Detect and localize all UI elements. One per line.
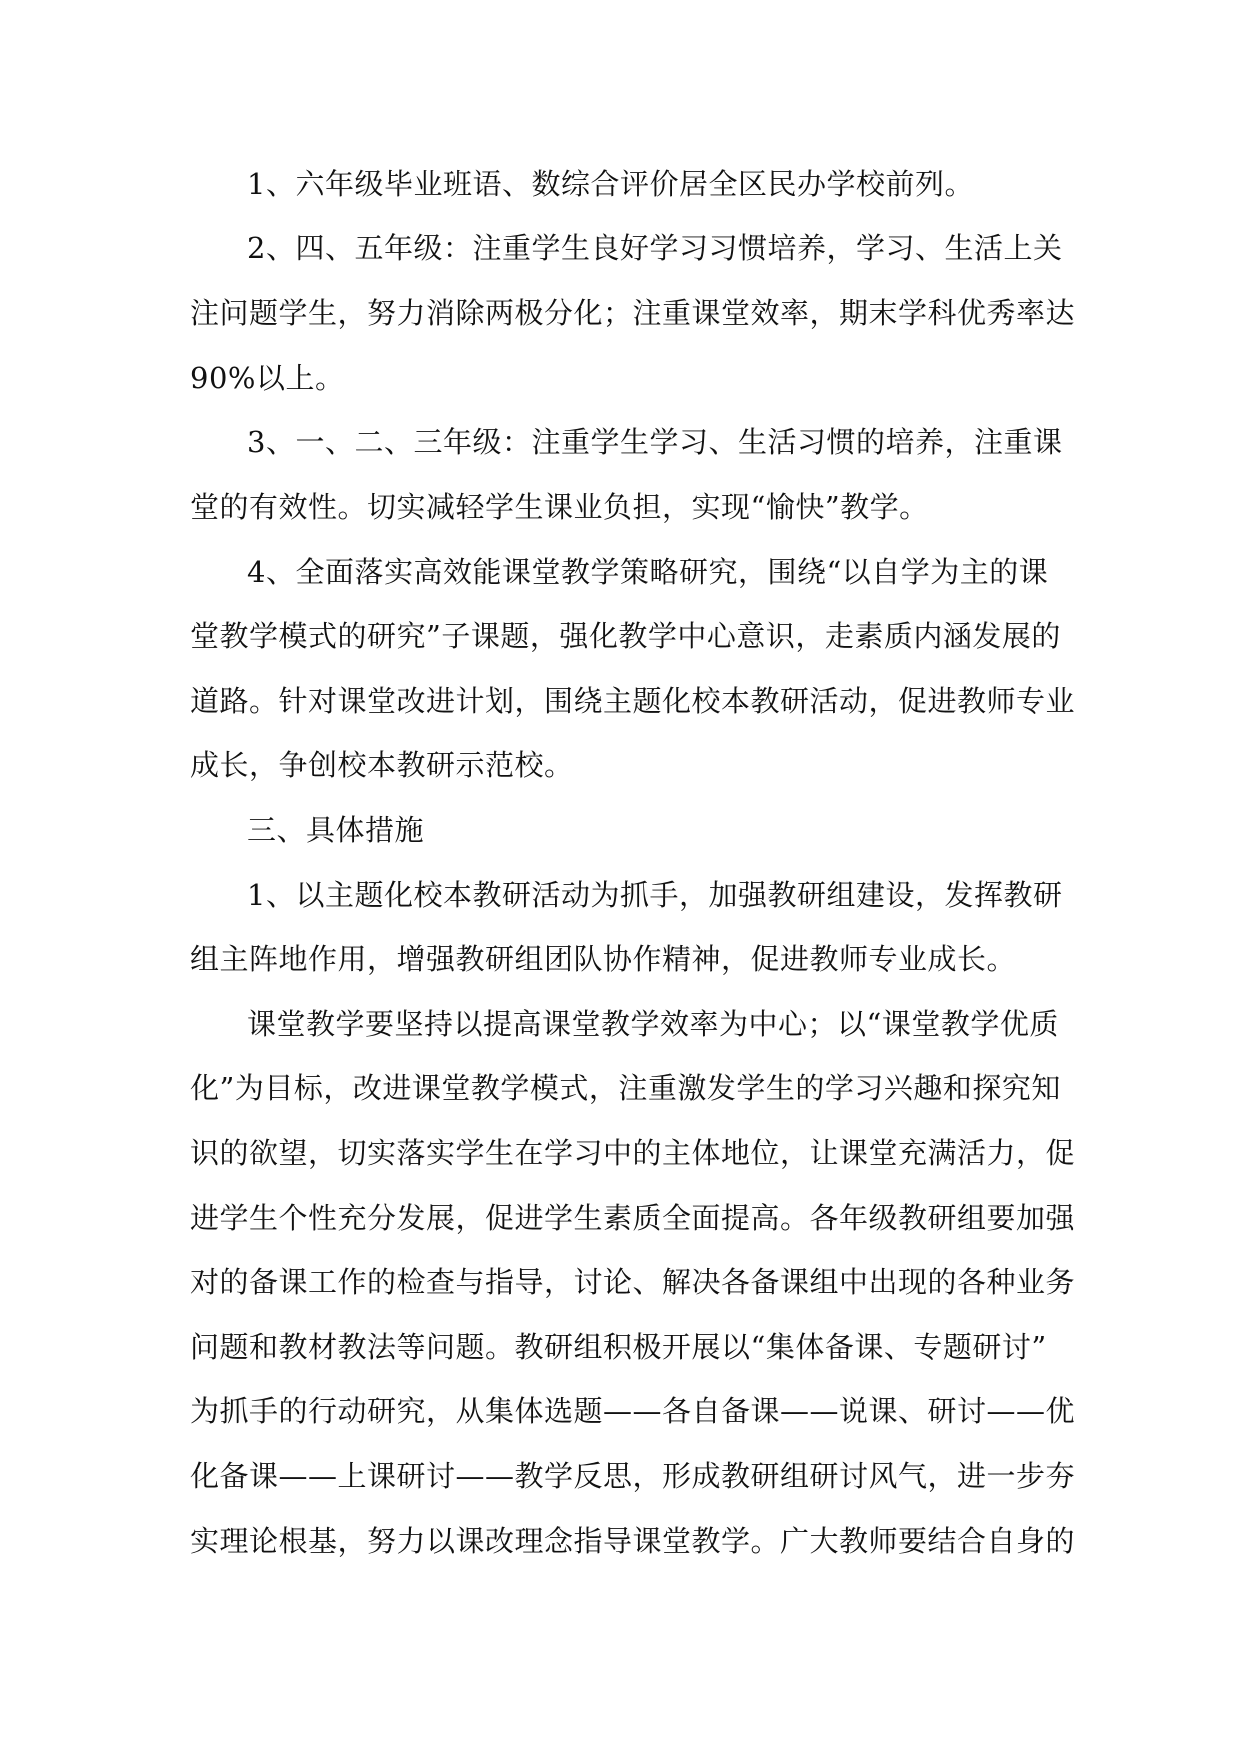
text-line-4: 90%以上。	[190, 361, 345, 395]
text-line-2: 2、四、五年级：注重学生良好学习习惯培养，学习、生活上关	[247, 231, 1063, 265]
text-line-14: 课堂教学要坚持以提高课堂教学效率为中心；以“课堂教学优质	[247, 1007, 1059, 1041]
text-line-20: 为抓手的行动研究，从集体选题——各自备课——说课、研讨——优	[190, 1394, 1076, 1428]
text-line-13: 组主阵地作用，增强教研组团队协作精神，促进教师专业成长。	[190, 942, 1017, 976]
text-line-12: 1、以主题化校本教研活动为抓手，加强教研组建设，发挥教研	[247, 878, 1063, 912]
section-heading: 三、具体措施	[247, 813, 425, 847]
text-line-6: 堂的有效性。切实减轻学生课业负担，实现“愉快”教学。	[190, 490, 929, 524]
text-line-18: 对的备课工作的检查与指导，讨论、解决各备课组中出现的各种业务	[190, 1265, 1076, 1299]
text-line-8: 堂教学模式的研究”子课题，强化教学中心意识，走素质内涵发展的	[190, 619, 1061, 653]
text-line-16: 识的欲望，切实落实学生在学习中的主体地位，让课堂充满活力，促	[190, 1136, 1076, 1170]
text-line-3: 注问题学生，努力消除两极分化；注重课堂效率，期末学科优秀率达	[190, 296, 1076, 330]
text-line-21: 化备课——上课研讨——教学反思，形成教研组研讨风气，进一步夯	[190, 1459, 1076, 1493]
text-line-9: 道路。针对课堂改进计划，围绕主题化校本教研活动，促进教师专业	[190, 684, 1076, 718]
text-line-10: 成长，争创校本教研示范校。	[190, 748, 574, 782]
text-line-17: 进学生个性充分发展，促进学生素质全面提高。各年级教研组要加强	[190, 1201, 1076, 1235]
text-line-7: 4、全面落实高效能课堂教学策略研究，围绕“以自学为主的课	[247, 555, 1049, 589]
text-line-5: 3、一、二、三年级：注重学生学习、生活习惯的培养，注重课	[247, 425, 1063, 459]
text-line-19: 问题和教材教法等问题。教研组积极开展以“集体备课、专题研讨”	[190, 1330, 1047, 1364]
text-line-22: 实理论根基，努力以课改理念指导课堂教学。广大教师要结合自身的	[190, 1524, 1076, 1558]
text-line-1: 1、六年级毕业班语、数综合评价居全区民办学校前列。	[247, 167, 974, 201]
text-line-15: 化”为目标，改进课堂教学模式，注重激发学生的学习兴趣和探究知	[190, 1071, 1061, 1105]
